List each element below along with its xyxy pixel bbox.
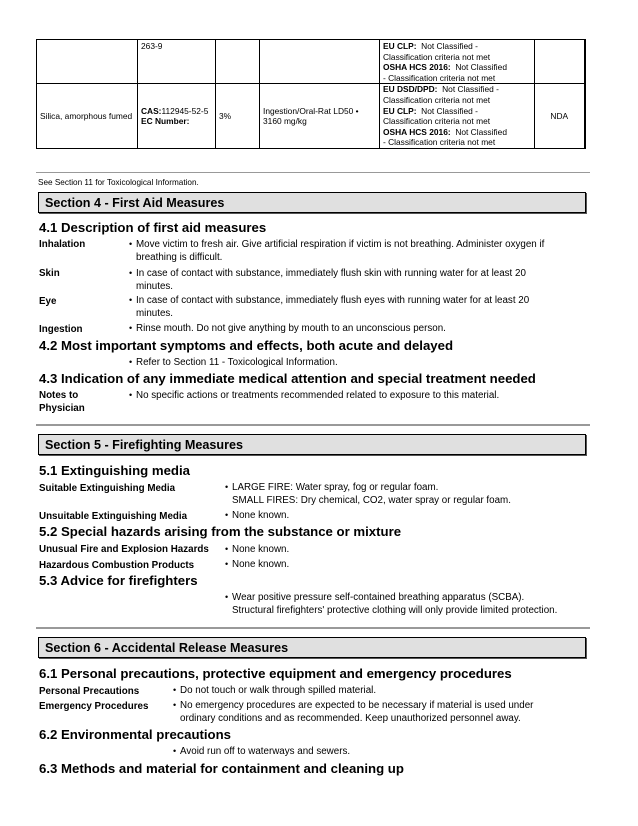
percent-cell — [216, 84, 260, 149]
reg-label: EU CLP: — [383, 105, 417, 116]
reg-value: Not Classified - — [421, 105, 478, 116]
heading-6-2: 6.2 Environmental precautions — [39, 727, 232, 742]
emergency-procedures-text-cont: ordinary conditions and as recommended. Keep unauthorized personnel away. — [180, 713, 521, 724]
emergency-procedures-label: Emergency Procedures — [39, 701, 149, 712]
table-row — [37, 84, 585, 149]
skin-label: Skin — [39, 268, 60, 279]
heading-5-1: 5.1 Extinguishing media — [39, 463, 190, 478]
notes-to-physician-label: Notes to — [39, 390, 79, 401]
reg-text: - Classification criteria not met — [383, 72, 496, 83]
firefighter-advice-text-cont: Structural firefighters' protective clothing will only provide limited protection. — [232, 605, 558, 616]
see-section-note: See Section 11 for Toxicological Information. — [38, 178, 199, 187]
divider — [36, 627, 590, 629]
reg-label: EU CLP: — [383, 41, 417, 51]
ec-label: EC Number: — [141, 116, 190, 127]
cas-tail: 263-9 — [141, 41, 163, 51]
combustion-products-text: • None known. — [232, 558, 289, 571]
inhalation-label: Inhalation — [39, 239, 86, 250]
cas-label: CAS: — [141, 105, 162, 116]
symptoms-text: • Refer to Section 11 - Toxicological Information. — [136, 356, 338, 369]
unsuitable-media-label: Unsuitable Extinguishing Media — [39, 511, 188, 522]
combustion-products-label: Hazardous Combustion Products — [39, 560, 195, 571]
reg-text: Classification criteria not met — [383, 51, 491, 62]
personal-precautions-text: • Do not touch or walk through spilled material. — [180, 684, 376, 697]
reg-value: Not Classified — [455, 126, 507, 137]
reg-text: Classification criteria not met — [383, 116, 491, 127]
unsuitable-media-text: • None known. — [232, 509, 289, 522]
regulatory-cell — [380, 40, 535, 84]
inhalation-text: • Move victim to fresh air. Give artificial respiration if victim is not breathing. Administer oxygen if — [136, 238, 544, 251]
reg-value: Not Classified — [455, 62, 507, 73]
reg-label: EU DSD/DPD: — [383, 84, 438, 95]
section-4-header: Section 4 - First Aid Measures — [38, 192, 586, 213]
heading-4-1: 4.1 Description of first aid measures — [39, 220, 267, 235]
cas-cell — [138, 40, 216, 84]
ingestion-label: Ingestion — [39, 324, 83, 335]
heading-5-2: 5.2 Special hazards arising from the substance or mixture — [39, 524, 402, 539]
eye-text: • In case of contact with substance, immediately flush eyes with running water for at least 20 — [136, 294, 529, 307]
reg-value: Not Classified - — [442, 84, 499, 95]
table-row — [37, 40, 585, 84]
notes-to-physician-text: • No specific actions or treatments recommended related to exposure to this material. — [136, 389, 499, 402]
notes-cell — [535, 84, 585, 149]
eye-label: Eye — [39, 296, 57, 307]
heading-4-2: 4.2 Most important symptoms and effects, both acute and delayed — [39, 338, 454, 353]
skin-text: • In case of contact with substance, immediately flush skin with running water for at least 20 — [136, 267, 526, 280]
divider — [36, 172, 590, 173]
cas-value: 112945-52-5 — [161, 105, 209, 116]
toxicity-cell — [260, 40, 380, 84]
composition-table — [36, 39, 586, 149]
divider — [36, 424, 590, 426]
heading-6-3: 6.3 Methods and material for containment and cleaning up — [39, 761, 404, 776]
suitable-media-text-cont: SMALL FIRES: Dry chemical, CO2, water spray or regular foam. — [232, 495, 511, 506]
personal-precautions-label: Personal Precautions — [39, 686, 140, 697]
eye-text-cont: minutes. — [136, 308, 174, 319]
reg-value: Not Classified - — [421, 41, 478, 51]
reg-label: OSHA HCS 2016: — [383, 126, 451, 137]
environmental-precautions-text: • Avoid run off to waterways and sewers. — [180, 745, 350, 758]
toxicity-value: Ingestion/Oral-Rat LD50 • 3160 mg/kg — [263, 105, 359, 127]
heading-4-3: 4.3 Indication of any immediate medical attention and special treatment needed — [39, 371, 536, 386]
notes-cell — [535, 40, 585, 84]
unusual-hazards-label: Unusual Fire and Explosion Hazards — [39, 544, 209, 555]
inhalation-text-cont: breathing is difficult. — [136, 252, 223, 263]
substance-name: Silica, amorphous fumed — [40, 110, 133, 121]
cas-cell — [138, 84, 216, 149]
section-6-header: Section 6 - Accidental Release Measures — [38, 637, 586, 658]
notes-value: NDA — [550, 110, 569, 121]
suitable-media-label: Suitable Extinguishing Media — [39, 483, 176, 494]
heading-5-3: 5.3 Advice for firefighters — [39, 573, 198, 588]
skin-text-cont: minutes. — [136, 281, 174, 292]
notes-to-physician-label-cont: Physician — [39, 403, 85, 414]
reg-label: OSHA HCS 2016: — [383, 62, 451, 73]
emergency-procedures-text: • No emergency procedures are expected to be necessary if material is used under — [180, 699, 533, 712]
reg-text: - Classification criteria not met — [383, 137, 496, 148]
percent-value: 3% — [219, 110, 232, 121]
suitable-media-text: • LARGE FIRE: Water spray, fog or regular foam. — [232, 481, 438, 494]
reg-text: Classification criteria not met — [383, 94, 491, 105]
heading-6-1: 6.1 Personal precautions, protective equipment and emergency procedures — [39, 666, 512, 681]
firefighter-advice-text: • Wear positive pressure self-contained breathing apparatus (SCBA). — [232, 591, 524, 604]
ingestion-text: • Rinse mouth. Do not give anything by mouth to an unconscious person. — [136, 322, 446, 335]
regulatory-cell — [380, 84, 535, 149]
toxicity-cell — [260, 84, 380, 149]
percent-cell — [216, 40, 260, 84]
section-5-header: Section 5 - Firefighting Measures — [38, 434, 586, 455]
unusual-hazards-text: • None known. — [232, 543, 289, 556]
name-cell — [37, 40, 138, 84]
name-cell — [37, 84, 138, 149]
